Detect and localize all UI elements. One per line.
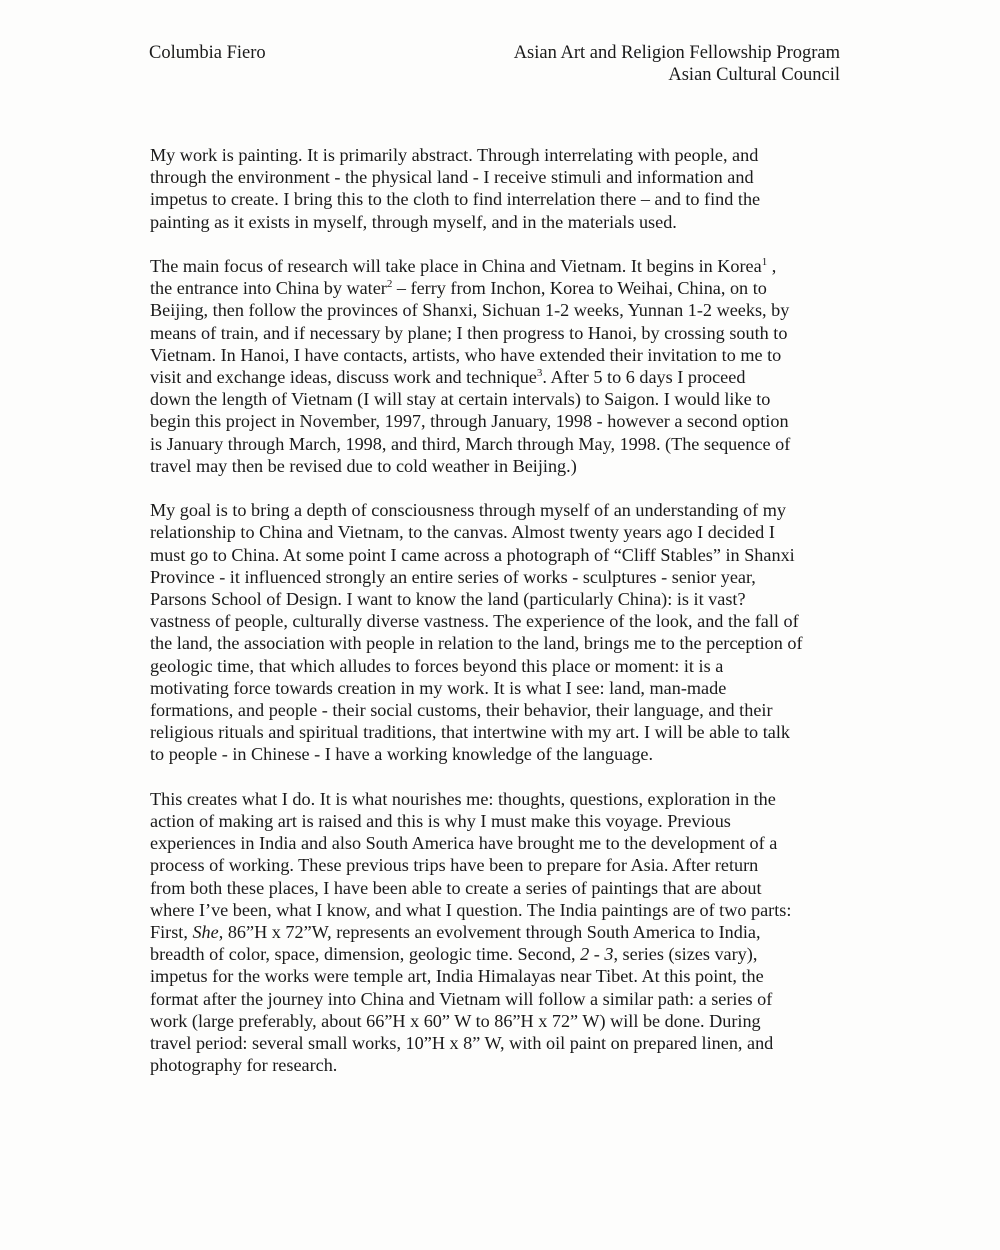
footnote-ref-2: 2 bbox=[386, 278, 393, 291]
paragraph-line: formations, and people - their social customs, their behavior, their language, and their bbox=[150, 700, 773, 721]
paragraph-line bbox=[150, 921, 850, 943]
paragraph-line bbox=[150, 277, 850, 299]
paragraph-line: begin this project in November, 1997, through January, 1998 - however a second option bbox=[150, 411, 789, 432]
paragraph-line: means of train, and if necessary by plane; I then progress to Hanoi, by crossing south to bbox=[150, 322, 788, 343]
line-text: . After 5 to 6 days I proceed bbox=[542, 367, 746, 388]
paragraph-line: relationship to China and Vietnam, to the canvas. Almost twenty years ago I decided I bbox=[150, 522, 775, 543]
paragraph-line: through the environment - the physical land - I receive stimuli and information and bbox=[150, 167, 754, 188]
paragraph-line: Province - it influenced strongly an entire series of works - sculptures - senior year, bbox=[150, 566, 756, 587]
paragraph-line: geologic time, that which alludes to forces beyond this place or moment: it is a bbox=[150, 655, 724, 676]
paragraph-line bbox=[150, 366, 850, 388]
line-text: – ferry from Inchon, Korea to Weihai, China, on to bbox=[392, 278, 767, 299]
footnote-ref-3: 3 bbox=[536, 367, 543, 380]
paragraph-line: experiences in India and also South America have brought me to the development of a bbox=[150, 833, 778, 854]
header-program-name: Asian Art and Religion Fellowship Program bbox=[513, 43, 840, 63]
paragraph-line: impetus to create. I bring this to the cloth to find interrelation there – and to find the bbox=[150, 189, 761, 210]
paragraph-line: Vietnam. In Hanoi, I have contacts, artists, who have extended their invitation to me to bbox=[150, 344, 782, 365]
header-council-name: Asian Cultural Council bbox=[668, 65, 840, 85]
paragraph-line: work (large preferably, about 66”H x 60” W to 86”H x 72” W) will be done. During bbox=[150, 1010, 761, 1031]
paragraph-line: My goal is to bring a depth of consciousness through myself of an understanding of my bbox=[150, 500, 786, 521]
paragraph-line: travel period: several small works, 10”H x 8” W, with oil paint on prepared linen, and bbox=[150, 1033, 774, 1054]
paragraph-line: motivating force towards creation in my work. It is what I see: land, man-made bbox=[150, 677, 727, 698]
paragraph-line: This creates what I do. It is what nourishes me: thoughts, questions, exploration in the bbox=[150, 788, 776, 809]
paragraph-line: painting as it exists in myself, through myself, and in the materials used. bbox=[150, 211, 677, 232]
paragraph-line: process of working. These previous trips have been to prepare for Asia. After return bbox=[150, 855, 759, 876]
paragraph-line: from both these places, I have been able to create a series of paintings that are about bbox=[150, 877, 762, 898]
paragraph-line: travel may then be revised due to cold weather in Beijing.) bbox=[150, 455, 577, 476]
paragraph-line: Beijing, then follow the provinces of Shanxi, Sichuan 1-2 weeks, Yunnan 1-2 weeks, by bbox=[150, 300, 790, 321]
paragraph-1 bbox=[150, 144, 850, 233]
paragraph-line: My work is painting. It is primarily abstract. Through interrelating with people, and bbox=[150, 145, 759, 165]
line-text: the entrance into China by water bbox=[150, 278, 387, 299]
line-text: breadth of color, space, dimension, geologic time. Second, bbox=[150, 944, 581, 965]
paragraph-2 bbox=[150, 255, 850, 477]
header-program bbox=[514, 42, 840, 86]
paragraph-line: format after the journey into China and Vietnam will follow a similar path: a series of bbox=[150, 988, 773, 1009]
paragraph-line: impetus for the works were temple art, India Himalayas near Tibet. At this point, the bbox=[150, 966, 764, 987]
line-text: The main focus of research will take place in China and Vietnam. It begins in Korea bbox=[150, 256, 762, 276]
paragraph-4 bbox=[150, 788, 850, 1077]
paragraph-line: must go to China. At some point I came across a photograph of “Cliff Stables” in Shanxi bbox=[150, 544, 795, 565]
paragraph-line: action of making art is raised and this is why I must make this voyage. Previous bbox=[150, 811, 731, 832]
paragraph-line: vastness of people, culturally diverse vastness. The experience of the look, and the fall of bbox=[150, 611, 799, 632]
artwork-title-series: 2 - 3 bbox=[580, 944, 614, 965]
paragraph-line: where I’ve been, what I know, and what I question. The India paintings are of two parts: bbox=[150, 899, 792, 920]
paragraph-line bbox=[150, 943, 850, 965]
line-text: , 86”H x 72”W, represents an evolvement through South America to India, bbox=[218, 922, 761, 943]
paragraph-line: down the length of Vietnam (I will stay at certain intervals) to Saigon. I would like to bbox=[150, 389, 771, 410]
line-text: , bbox=[767, 256, 777, 276]
paragraph-line: religious rituals and spiritual traditions, that intertwine with my art. I will be able to talk bbox=[150, 722, 790, 743]
line-text: visit and exchange ideas, discuss work and technique bbox=[150, 367, 537, 388]
line-text: , series (sizes vary), bbox=[613, 944, 758, 965]
footnote-ref-1: 1 bbox=[761, 256, 768, 268]
paragraph-line: to people - in Chinese - I have a working knowledge of the language. bbox=[150, 744, 654, 765]
header-author bbox=[149, 42, 266, 64]
paragraph-line: photography for research. bbox=[150, 1055, 338, 1076]
paragraph-line: is January through March, 1998, and third, March through May, 1998. (The sequence of bbox=[150, 433, 791, 454]
paragraph-line: Parsons School of Design. I want to know the land (particularly China): is it vast? bbox=[150, 589, 746, 610]
document-body bbox=[150, 144, 850, 1076]
header-author-name: Columbia Fiero bbox=[149, 43, 266, 63]
paragraph-3 bbox=[150, 499, 850, 765]
paragraph-line: the land, the association with people in relation to the land, brings me to the perception of bbox=[150, 633, 803, 654]
paragraph-line bbox=[150, 255, 850, 277]
artwork-title-she: She bbox=[192, 922, 219, 943]
line-text: First, bbox=[150, 922, 193, 943]
